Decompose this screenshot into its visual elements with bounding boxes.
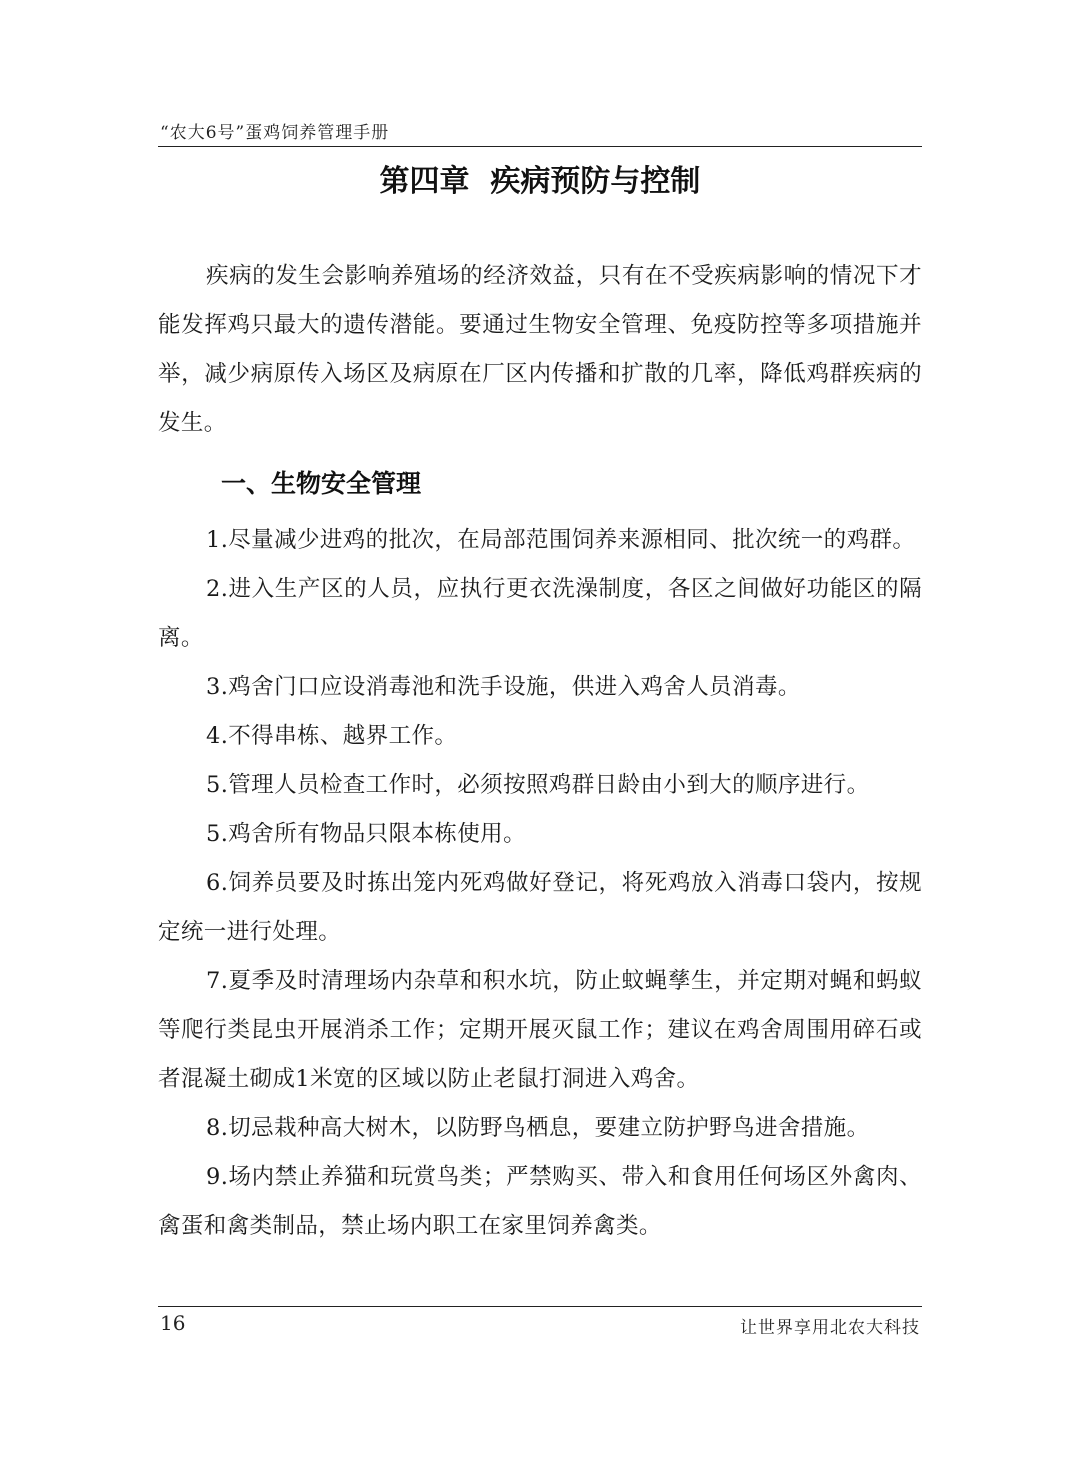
list-item: 5.鸡舍所有物品只限本栋使用。 (206, 821, 526, 847)
header-divider (158, 146, 922, 147)
list-item: 5.管理人员检查工作时，必须按照鸡群日龄由小到大的顺序进行。 (206, 772, 870, 798)
list-item: 4.不得串栋、越界工作。 (206, 723, 458, 749)
running-header: “农大6号”蛋鸡饲养管理手册 (160, 123, 390, 143)
list-item: 9.场内禁止养猫和玩赏鸟类；严禁购买、带入和食用任何场区外禽肉、禽蛋和禽类制品，禁止场内职工在家里饲养禽类。 (158, 1164, 922, 1239)
list-item: 3.鸡舍门口应设消毒池和洗手设施，供进入鸡舍人员消毒。 (206, 674, 801, 700)
page-number: 16 (160, 1311, 186, 1335)
list-item: 6.饲养员要及时拣出笼内死鸡做好登记，将死鸡放入消毒口袋内，按规定统一进行处理。 (158, 870, 922, 945)
list-item: 1.尽量减少进鸡的批次，在局部范围饲养来源相同、批次统一的鸡群。 (206, 527, 916, 553)
footer-divider (158, 1306, 922, 1307)
page-body (158, 252, 922, 1251)
intro-paragraph: 疾病的发生会影响养殖场的经济效益，只有在不受疾病影响的情况下才能发挥鸡只最大的遗传潜能。要通过生物安全管理、免疫防控等多项措施并举，减少病原传入场区及病原在厂区内传播和扩散的几率，降低鸡群疾病的发生。 (158, 263, 922, 436)
footer-slogan: 让世界享用北农大科技 (740, 1318, 920, 1338)
list-item: 8.切忌栽种高大树木，以防野鸟栖息，要建立防护野鸟进舍措施。 (206, 1115, 870, 1141)
list-item: 7.夏季及时清理场内杂草和积水坑，防止蚊蝇孳生，并定期对蝇和蚂蚁等爬行类昆虫开展消杀工作；定期开展灭鼠工作；建议在鸡舍周围用碎石或者混凝土砌成1米宽的区域以防止老鼠打洞进入鸡舍。 (158, 968, 922, 1092)
section-heading: 一、生物安全管理 (221, 469, 422, 498)
chapter-title: 第四章 疾病预防与控制 (379, 164, 701, 199)
list-item: 2.进入生产区的人员，应执行更衣洗澡制度，各区之间做好功能区的隔离。 (158, 576, 922, 651)
